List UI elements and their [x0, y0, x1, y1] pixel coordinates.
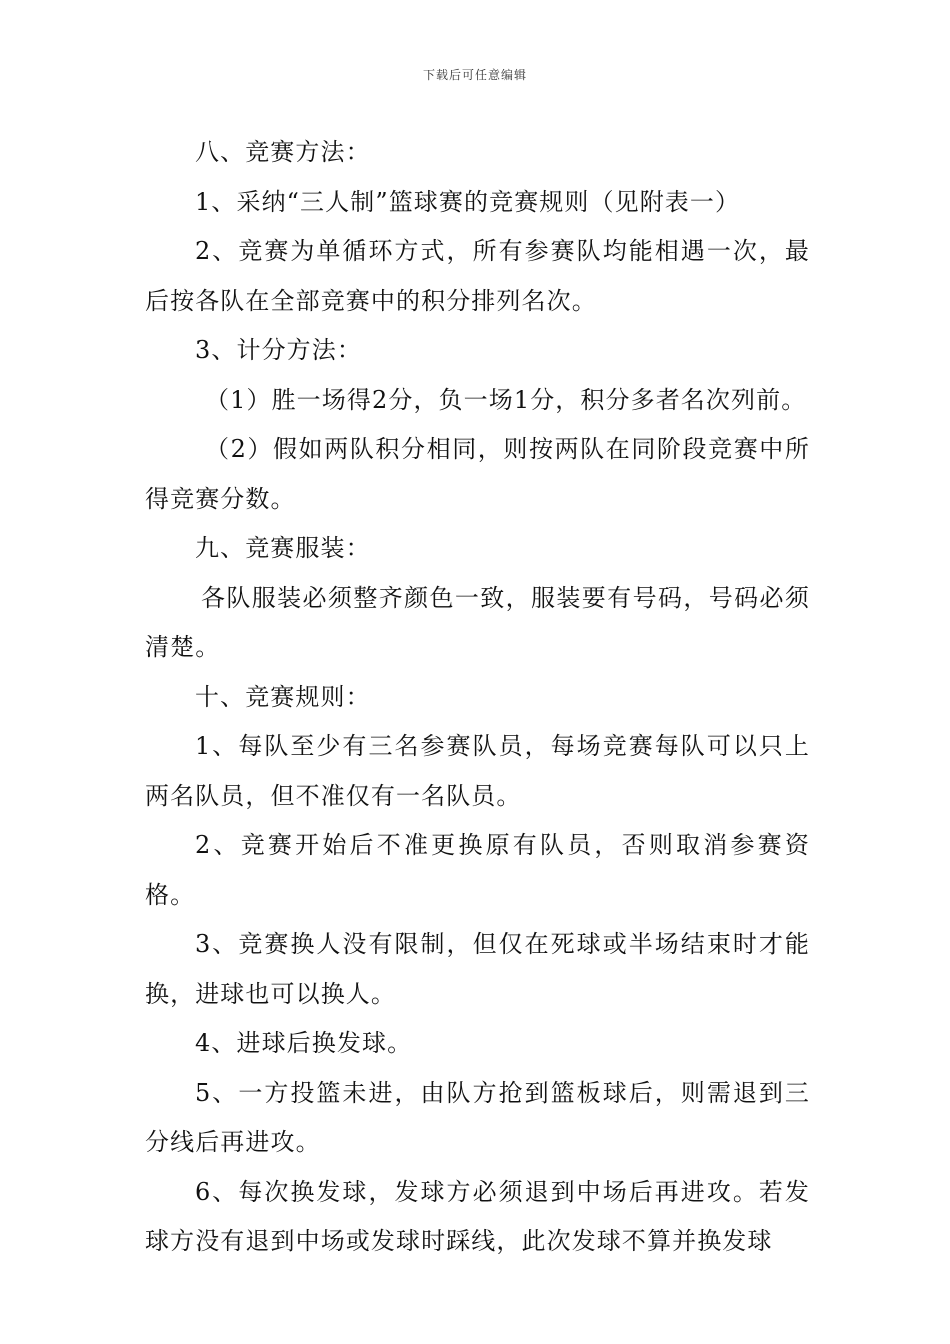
paragraph-rule-4: 4、进球后换发球。 — [195, 1029, 413, 1057]
paragraph-uniforms: 各队服装必须整齐颜色一致，服装要有号码，号码必须清楚。 — [145, 583, 810, 661]
section-heading-competition-method: 八、竞赛方法： — [195, 138, 371, 166]
paragraph-scoring-1: （1）胜一场得2分，负一场1分，积分多者名次列前。 — [205, 385, 807, 414]
section-heading-uniforms: 九、竞赛服装： — [195, 534, 371, 562]
section-heading-rules: 十、竞赛规则： — [195, 682, 371, 711]
page-header-note: 下载后可任意编辑 — [422, 68, 527, 82]
paragraph-round-robin: 2、竞赛为单循环方式，所有参赛队均能相遇一次，最后按各队在全部竞赛中的积分排列名次。 — [145, 237, 810, 315]
paragraph-scoring-2: （2）假如两队积分相同，则按两队在同阶段竞赛中所得竞赛分数。 — [145, 435, 810, 513]
subheading-scoring-method: 3、计分方法： — [195, 336, 362, 364]
paragraph-rule-3: 3、竞赛换人没有限制，但仅在死球或半场结束时才能换，进球也可以换人。 — [145, 930, 810, 1008]
paragraph-rule-5: 5、一方投篮未进，由队方抢到篮板球后，则需退到三分线后再进攻。 — [145, 1078, 810, 1156]
paragraph-rule-1: 1、每队至少有三名参赛队员，每场竞赛每队可以只上两名队员，但不准仅有一名队员。 — [145, 732, 810, 810]
paragraph-rule-2: 2、竞赛开始后不准更换原有队员，否则取消参赛资格。 — [145, 831, 810, 909]
document-body — [145, 128, 810, 1267]
paragraph-rule-adoption: 1、采纳“三人制”篮球赛的竞赛规则（见附表一） — [195, 187, 741, 216]
paragraph-rule-6: 6、每次换发球，发球方必须退到中场后再进攻。若发球方没有退到中场或发球时踩线，此次发球不算并换发球 — [145, 1177, 810, 1255]
